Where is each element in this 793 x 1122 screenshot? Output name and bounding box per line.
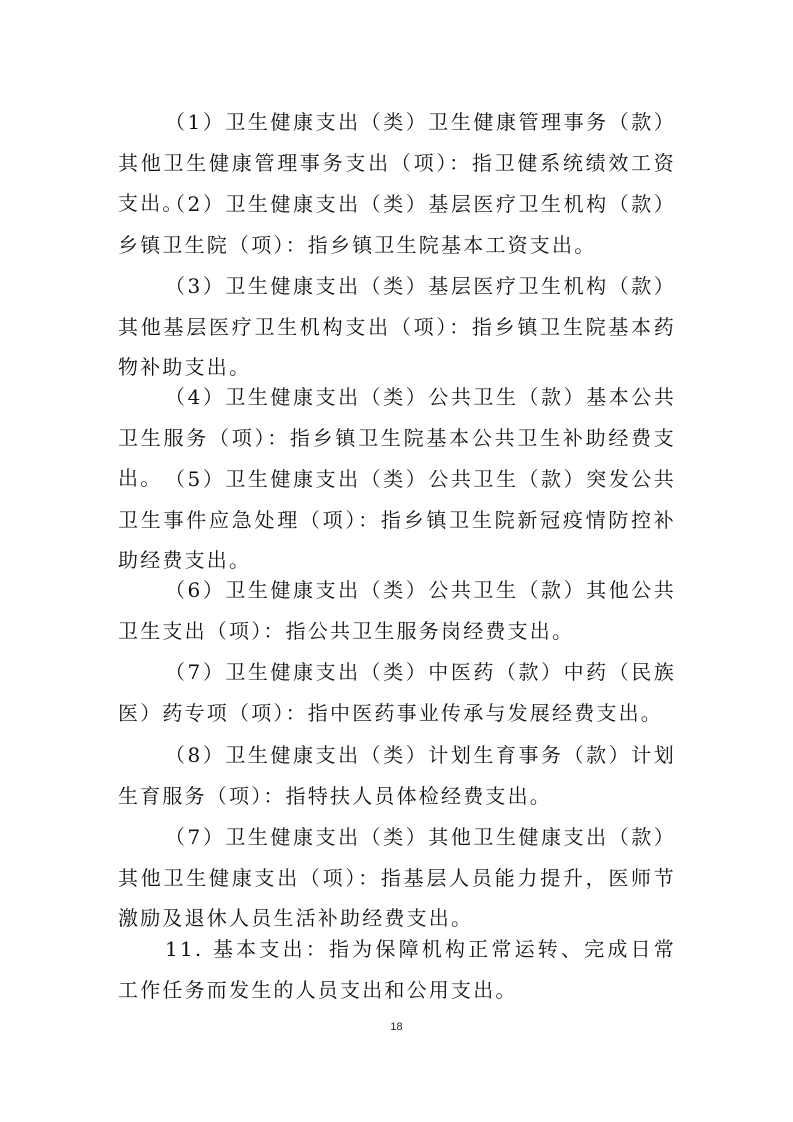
paragraph-item-9: （7）卫生健康支出（类）其他卫生健康支出（款）其他卫生健康支出（项）：指基层人员能力提升，医师节激励及退休人员生活补助经费支出。 — [118, 825, 676, 930]
paragraph-item-6: （6）卫生健康支出（类）公共卫生（款）其他公共卫生支出（项）：指公共卫生服务岗经费支出。 — [118, 578, 676, 643]
paragraph-item-1: （1）卫生健康支出（类）卫生健康管理事务（款）其他卫生健康管理事务支出（项）：指卫健系统绩效工资支出。 — [118, 110, 676, 215]
paragraph-item-10: 11. 基本支出：指为保障机构正常运转、完成日常工作任务而发生的人员支出和公用支出。 — [118, 937, 676, 1002]
paragraph-item-8: （8）卫生健康支出（类）计划生育事务（款）计划生育服务（项）：指特扶人员体检经费支出。 — [118, 743, 676, 808]
paragraph-item-2: （2）卫生健康支出（类）基层医疗卫生机构（款）乡镇卫生院（项）：指乡镇卫生院基本工资支出。 — [118, 192, 676, 257]
paragraph-item-3: （3）卫生健康支出（类）基层医疗卫生机构（款）其他基层医疗卫生机构支出（项）：指乡镇卫生院基本药物补助支出。 — [118, 274, 676, 379]
paragraph-item-4: （4）卫生健康支出（类）公共卫生（款）基本公共卫生服务（项）：指乡镇卫生院基本公共卫生补助经费支出。 — [118, 385, 676, 490]
paragraph-item-5: （5）卫生健康支出（类）公共卫生（款）突发公共卫生事件应急处理（项）：指乡镇卫生院新冠疫情防控补助经费支出。 — [118, 467, 676, 572]
paragraph-item-7: （7）卫生健康支出（类）中医药（款）中药（民族医）药专项（项）：指中医药事业传承与发展经费支出。 — [118, 660, 676, 725]
page-number: 18 — [390, 1021, 403, 1033]
